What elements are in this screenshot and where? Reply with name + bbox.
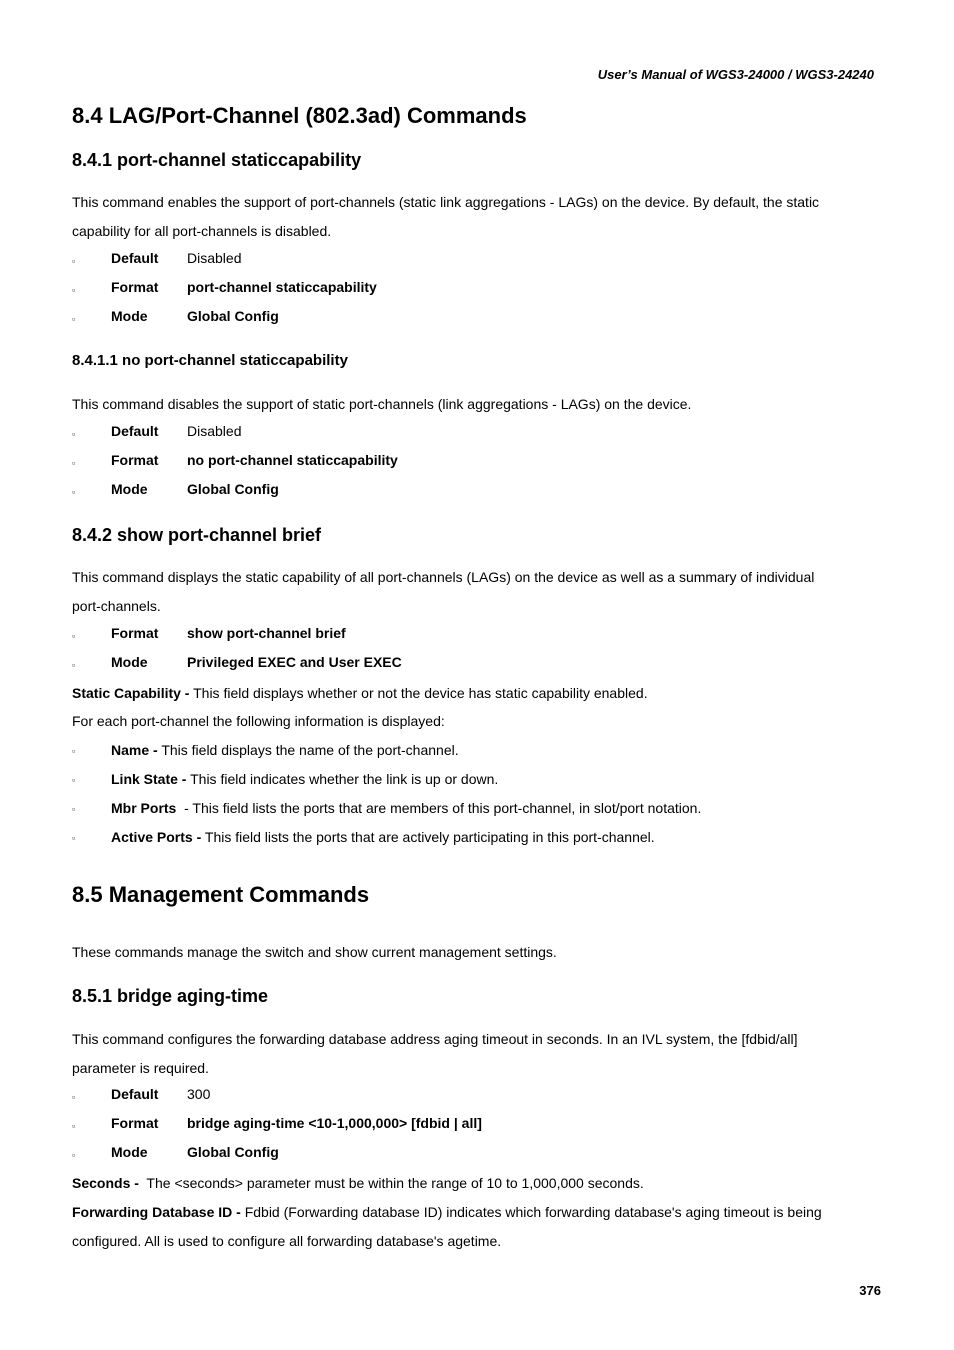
paragraph: parameter is required.	[72, 1060, 209, 1076]
field-label: Link State -	[111, 771, 187, 787]
param-key: Mode	[111, 654, 148, 670]
field-text: Fdbid (Forwarding database ID) indicates which forwarding database's aging timeout is being	[240, 1204, 822, 1220]
section-title-8-4-1: 8.4.1 port-channel staticcapability	[72, 150, 362, 170]
bullet-icon: ▫	[72, 1092, 76, 1102]
field-text: This field displays the name of the port-channel.	[157, 742, 459, 758]
paragraph: For each port-channel the following information is displayed:	[72, 713, 445, 729]
field-description	[72, 683, 648, 703]
field-text: The <seconds> parameter must be within the range of 10 to 1,000,000 seconds.	[142, 1175, 644, 1191]
page-number: 376	[859, 1283, 881, 1298]
param-value: Global Config	[187, 1144, 279, 1160]
bullet-icon: ▫	[72, 746, 76, 756]
field-label: Mbr Ports	[111, 800, 177, 816]
paragraph: These commands manage the switch and show current management settings.	[72, 944, 557, 960]
field-label: Seconds -	[72, 1175, 143, 1191]
bullet-icon: ▫	[72, 775, 76, 785]
bullet-icon: ▫	[72, 256, 76, 266]
field-label: Forwarding Database ID -	[72, 1204, 241, 1220]
paragraph: port-channels.	[72, 598, 161, 614]
paragraph: configured. All is used to configure all forwarding database's agetime.	[72, 1233, 502, 1249]
field-item	[111, 798, 701, 818]
bullet-icon: ▫	[72, 631, 76, 641]
bullet-icon: ▫	[72, 285, 76, 295]
bullet-icon: ▫	[72, 487, 76, 497]
param-value: Privileged EXEC and User EXEC	[187, 654, 402, 670]
bullet-icon: ▫	[72, 1121, 76, 1131]
param-value: Disabled	[187, 423, 242, 439]
paragraph: This command disables the support of static port-channels (link aggregations - LAGs) on the device.	[72, 396, 692, 412]
param-key: Mode	[111, 1144, 148, 1160]
field-text: This field indicates whether the link is up or down.	[186, 771, 499, 787]
bullet-icon: ▫	[72, 429, 76, 439]
section-title-8-4: 8.4 LAG/Port-Channel (802.3ad) Commands	[72, 103, 527, 128]
section-title-8-4-1-1: 8.4.1.1 no port-channel staticcapability	[72, 352, 348, 369]
param-key: Format	[111, 625, 159, 641]
param-value: Disabled	[187, 250, 242, 266]
field-description	[72, 1173, 644, 1193]
page-header: User’s Manual of WGS3-24000 / WGS3-24240	[597, 67, 874, 82]
section-title-8-5: 8.5 Management Commands	[72, 882, 370, 907]
bullet-icon: ▫	[72, 833, 76, 843]
param-key: Mode	[111, 308, 148, 324]
field-text: This field displays whether or not the device has static capability enabled.	[189, 685, 648, 701]
section-title-8-5-1: 8.5.1 bridge aging-time	[72, 986, 269, 1006]
field-description	[72, 1202, 822, 1222]
param-key: Format	[111, 279, 159, 295]
bullet-icon: ▫	[72, 804, 76, 814]
param-key: Default	[111, 1086, 159, 1102]
bullet-icon: ▫	[72, 314, 76, 324]
param-key: Default	[111, 423, 159, 439]
param-key: Default	[111, 250, 159, 266]
field-item	[111, 769, 498, 789]
paragraph: capability for all port-channels is disabled.	[72, 223, 332, 239]
field-label: Active Ports -	[111, 829, 202, 845]
field-label: Name -	[111, 742, 158, 758]
field-item	[111, 740, 459, 760]
paragraph: This command configures the forwarding database address aging timeout in seconds. In an IVL system, the [fdbid/all]	[72, 1031, 798, 1047]
param-value: port-channel staticcapability	[187, 279, 377, 295]
param-key: Format	[111, 1115, 159, 1131]
param-key: Mode	[111, 481, 148, 497]
field-text: This field lists the ports that are actively participating in this port-channel.	[201, 829, 655, 845]
paragraph: This command displays the static capability of all port-channels (LAGs) on the device as well as a summary of individual	[72, 569, 815, 585]
param-value: Global Config	[187, 308, 279, 324]
param-key: Format	[111, 452, 159, 468]
field-text: - This field lists the ports that are members of this port-channel, in slot/port notation.	[176, 800, 702, 816]
bullet-icon: ▫	[72, 458, 76, 468]
section-title-8-4-2: 8.4.2 show port-channel brief	[72, 525, 322, 545]
field-item	[111, 827, 655, 847]
bullet-icon: ▫	[72, 1150, 76, 1160]
param-value: bridge aging-time <10-1,000,000> [fdbid | all]	[187, 1115, 482, 1131]
paragraph: This command enables the support of port-channels (static link aggregations - LAGs) on the device. By default, the static	[72, 194, 820, 210]
field-label: Static Capability -	[72, 685, 190, 701]
param-value: Global Config	[187, 481, 279, 497]
param-value: no port-channel staticcapability	[187, 452, 398, 468]
param-value: show port-channel brief	[187, 625, 346, 641]
bullet-icon: ▫	[72, 660, 76, 670]
param-value: 300	[187, 1086, 211, 1102]
